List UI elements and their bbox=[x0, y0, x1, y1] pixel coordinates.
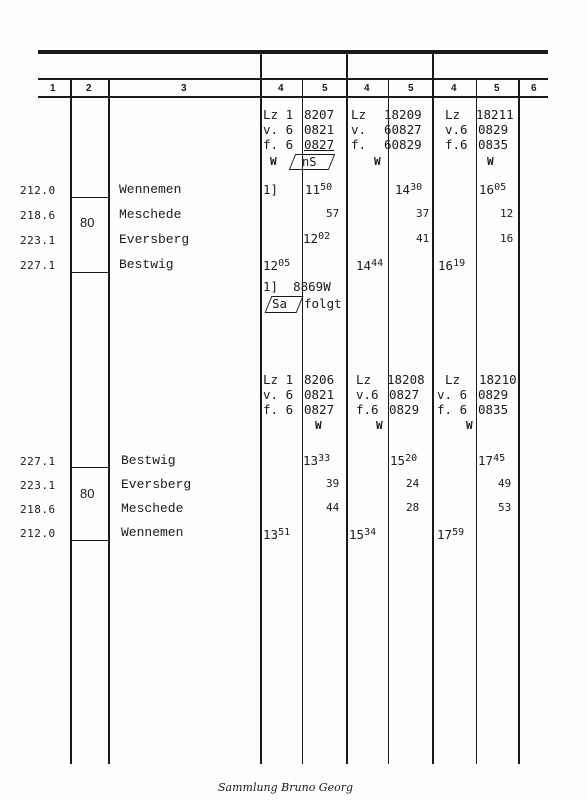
train-c-line3-right: 0835 bbox=[478, 402, 509, 417]
s1-footnote-line: 1] 8869W bbox=[263, 279, 331, 294]
s2-km-eversberg: 223.1 bbox=[20, 479, 56, 492]
train-b-line3-right: 60829 bbox=[384, 137, 422, 152]
s2-c-meschede-time: 53 bbox=[498, 501, 512, 514]
s2-speed-rule-bottom bbox=[71, 540, 109, 541]
s1-km-wennemen: 212.0 bbox=[20, 184, 56, 197]
col-rule-7 bbox=[432, 54, 434, 764]
s2-speed-rule-top bbox=[71, 467, 109, 468]
train-b-line1-left: Lz bbox=[351, 107, 374, 122]
s1-a-wennemen-mark: 1] bbox=[263, 182, 279, 197]
col-rule-3 bbox=[260, 54, 262, 764]
minute: 19 bbox=[453, 258, 466, 269]
col-rule-4 bbox=[302, 80, 303, 764]
s1-a-meschede-time: 57 bbox=[326, 207, 340, 220]
s1-km-bestwig: 227.1 bbox=[20, 259, 56, 272]
train-c-w-mark: W bbox=[466, 419, 473, 432]
hour: 15 bbox=[349, 527, 365, 542]
train-c-line1-right: 18210 bbox=[479, 372, 517, 387]
train-c-line1-right: 18211 bbox=[476, 107, 514, 122]
hour: 12 bbox=[263, 258, 279, 273]
s1-c-wennemen-time bbox=[479, 184, 506, 197]
train-a-line3-left: f. 6 bbox=[263, 137, 294, 152]
s1-km-eversberg: 223.1 bbox=[20, 234, 56, 247]
minute: 05 bbox=[494, 182, 507, 193]
train-a-line2-left: v. 6 bbox=[263, 122, 294, 137]
train-b-line1-right: 18208 bbox=[387, 372, 425, 387]
train-c-line2-right: 0829 bbox=[478, 387, 509, 402]
train-a-line1-left: Lz 1 bbox=[263, 107, 294, 122]
s2-a-eversberg-time: 39 bbox=[326, 477, 340, 490]
s1-speed-rule-bottom bbox=[71, 272, 109, 273]
train-a-line3-left: f. 6 bbox=[263, 402, 294, 417]
train-c-line3-right: 0835 bbox=[478, 137, 509, 152]
hour: 14 bbox=[356, 258, 372, 273]
train-b-line2-left: v.6 bbox=[356, 387, 379, 402]
s1-footnote-folgt: folgt bbox=[304, 296, 342, 311]
train-b-w-mark: W bbox=[376, 419, 383, 432]
train-b-line2-left: v. bbox=[351, 122, 374, 137]
train-b-line3-left: f. bbox=[351, 137, 374, 152]
s2-station-meschede: Meschede bbox=[121, 501, 184, 516]
train-c-line1-left: Lz bbox=[445, 372, 468, 387]
s1-a-eversberg-time bbox=[303, 233, 330, 246]
minute: 50 bbox=[320, 182, 333, 193]
s1-footnote-sa: Sa bbox=[272, 296, 288, 311]
train-a-w-mark: W bbox=[270, 155, 277, 168]
header-col-1: 1 bbox=[50, 83, 56, 94]
s1-b-wennemen-time bbox=[395, 184, 422, 197]
hour: 13 bbox=[263, 527, 279, 542]
hour: 12 bbox=[303, 231, 319, 246]
s1-a-wennemen-time bbox=[305, 184, 332, 197]
s2-b-eversberg-time: 24 bbox=[406, 477, 420, 490]
train-a-line2-left: v. 6 bbox=[263, 387, 294, 402]
train-b-line2-right: 0827 bbox=[389, 387, 420, 402]
s2-b-wennemen-time bbox=[349, 529, 376, 542]
s1-a-bestwig-time bbox=[263, 260, 290, 273]
s1-station-wennemen: Wennemen bbox=[119, 182, 182, 197]
s2-station-bestwig: Bestwig bbox=[121, 453, 176, 468]
header-col-6: 6 bbox=[531, 83, 537, 94]
header-col-5c: 5 bbox=[494, 83, 500, 94]
hour: 15 bbox=[390, 453, 406, 468]
minute: 45 bbox=[493, 453, 506, 464]
s2-c-bestwig-time bbox=[478, 455, 505, 468]
header-col-4c: 4 bbox=[451, 83, 457, 94]
train-a-line2-right: 0821 bbox=[304, 387, 335, 402]
minute: 59 bbox=[452, 527, 465, 538]
train-c-line2-left: v. 6 bbox=[437, 387, 468, 402]
hour: 11 bbox=[305, 182, 321, 197]
minute: 33 bbox=[318, 453, 331, 464]
collection-credit: Sammlung Bruno Georg bbox=[218, 781, 354, 794]
s2-km-meschede: 218.6 bbox=[20, 503, 56, 516]
s2-b-meschede-time: 28 bbox=[406, 501, 420, 514]
header-col-3: 3 bbox=[181, 83, 187, 94]
hour: 13 bbox=[303, 453, 319, 468]
col-rule-1 bbox=[70, 80, 72, 764]
hour: 17 bbox=[437, 527, 453, 542]
train-a-line2-right: 0821 bbox=[304, 122, 335, 137]
train-b-line3-right: 0829 bbox=[389, 402, 420, 417]
hour: 17 bbox=[478, 453, 494, 468]
minute: 34 bbox=[364, 527, 377, 538]
minute: 44 bbox=[371, 258, 384, 269]
hour: 14 bbox=[395, 182, 411, 197]
s2-km-bestwig: 227.1 bbox=[20, 455, 56, 468]
train-a-line1-left: Lz 1 bbox=[263, 372, 294, 387]
col-rule-5 bbox=[346, 54, 348, 764]
s2-b-bestwig-time bbox=[390, 455, 417, 468]
hour: 16 bbox=[479, 182, 495, 197]
s2-station-wennemen: Wennemen bbox=[121, 525, 184, 540]
col-rule-9 bbox=[518, 80, 520, 764]
s1-c-eversberg-time: 16 bbox=[500, 232, 514, 245]
s2-c-eversberg-time: 49 bbox=[498, 477, 512, 490]
train-b-line3-left: f.6 bbox=[356, 402, 379, 417]
minute: 51 bbox=[278, 527, 291, 538]
train-a-w-mark: W bbox=[315, 419, 322, 432]
train-c-line2-right: 0829 bbox=[478, 122, 509, 137]
train-a-line3-right: 0827 bbox=[304, 402, 335, 417]
s1-km-meschede: 218.6 bbox=[20, 209, 56, 222]
header-col-4b: 4 bbox=[364, 83, 370, 94]
s1-c-bestwig-time bbox=[438, 260, 465, 273]
s1-station-bestwig: Bestwig bbox=[119, 257, 174, 272]
hour: 16 bbox=[438, 258, 454, 273]
minute: 05 bbox=[278, 258, 291, 269]
train-b-line2-right: 60827 bbox=[384, 122, 422, 137]
s1-b-bestwig-time bbox=[356, 260, 383, 273]
s1-speed-limit: 80 bbox=[80, 215, 95, 230]
header-bottom-rule bbox=[38, 96, 548, 98]
s1-station-eversberg: Eversberg bbox=[119, 232, 190, 247]
minute: 02 bbox=[318, 231, 331, 242]
s1-b-eversberg-time: 41 bbox=[416, 232, 430, 245]
header-col-2: 2 bbox=[86, 83, 92, 94]
s2-a-wennemen-time bbox=[263, 529, 290, 542]
s1-b-meschede-time: 37 bbox=[416, 207, 430, 220]
train-c-line3-left: f. 6 bbox=[437, 402, 468, 417]
header-top-rule bbox=[38, 78, 548, 80]
train-b-w-mark: W bbox=[374, 155, 381, 168]
train-a-ns-tag: nS bbox=[302, 155, 317, 169]
s2-speed-limit: 80 bbox=[80, 486, 95, 501]
train-a-line3-right: 0827 bbox=[304, 137, 335, 152]
train-c-line3-left: f.6 bbox=[445, 137, 468, 152]
train-c-line1-left: Lz bbox=[445, 107, 468, 122]
top-thick-rule bbox=[38, 50, 548, 54]
s1-c-meschede-time: 12 bbox=[500, 207, 514, 220]
s1-speed-rule-top bbox=[71, 197, 109, 198]
train-a-line1-right: 8207 bbox=[304, 107, 335, 122]
col-rule-6 bbox=[388, 80, 389, 764]
header-col-4a: 4 bbox=[278, 83, 284, 94]
train-b-line1-right: 18209 bbox=[384, 107, 422, 122]
header-col-5b: 5 bbox=[408, 83, 414, 94]
s1-station-meschede: Meschede bbox=[119, 207, 182, 222]
col-rule-2 bbox=[108, 80, 110, 764]
train-c-w-mark: W bbox=[487, 155, 494, 168]
train-b-line1-left: Lz bbox=[356, 372, 379, 387]
s2-km-wennemen: 212.0 bbox=[20, 527, 56, 540]
minute: 30 bbox=[410, 182, 423, 193]
train-c-line2-left: v.6 bbox=[445, 122, 468, 137]
col-rule-8 bbox=[476, 80, 477, 764]
header-col-5a: 5 bbox=[322, 83, 328, 94]
s2-a-meschede-time: 44 bbox=[326, 501, 340, 514]
s2-a-bestwig-time bbox=[303, 455, 330, 468]
train-a-line1-right: 8206 bbox=[304, 372, 335, 387]
s2-station-eversberg: Eversberg bbox=[121, 477, 192, 492]
s2-c-wennemen-time bbox=[437, 529, 464, 542]
minute: 20 bbox=[405, 453, 418, 464]
